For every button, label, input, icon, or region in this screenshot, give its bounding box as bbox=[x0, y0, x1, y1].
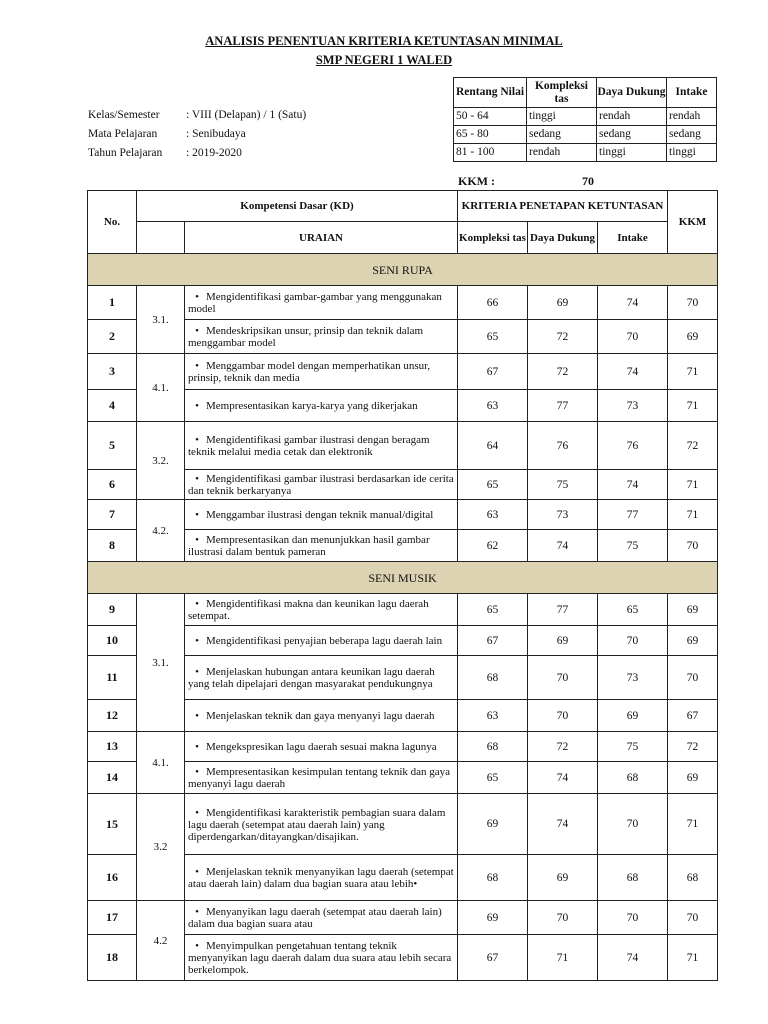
document-title: ANALISIS PENENTUAN KRITERIA KETUNTASAN MINIMAL bbox=[205, 34, 563, 48]
daya-dukung-value: 69 bbox=[528, 626, 598, 656]
table-row bbox=[88, 732, 718, 762]
row-number: 11 bbox=[88, 656, 137, 700]
kompleksitas-value: 68 bbox=[458, 656, 528, 700]
kd-description bbox=[185, 470, 458, 500]
header-daya-dukung: Daya Dukung bbox=[528, 222, 598, 254]
kkm-value: 68 bbox=[668, 855, 718, 901]
range-table bbox=[453, 77, 717, 162]
kkm-value: 69 bbox=[668, 762, 718, 794]
description-text: Menyimpulkan pengetahuan tentang teknik menyanyikan lagu daerah dalam dua suara atau lebih secara berkelompok. bbox=[188, 940, 452, 976]
kd-description bbox=[185, 855, 458, 901]
range-cell: sedang bbox=[527, 126, 597, 144]
daya-dukung-value: 72 bbox=[528, 732, 598, 762]
section-title: SENI MUSIK bbox=[88, 562, 718, 594]
header-uraian: URAIAN bbox=[185, 222, 458, 254]
intake-value: 74 bbox=[598, 286, 668, 320]
kd-description bbox=[185, 901, 458, 935]
intake-value: 76 bbox=[598, 422, 668, 470]
bullet-icon: • bbox=[195, 635, 199, 647]
description-text: Menyanyikan lagu daerah (setempat atau daerah lain) dalam dua bagian suara atau bbox=[188, 906, 442, 930]
row-number: 18 bbox=[88, 935, 137, 981]
row-number: 9 bbox=[88, 594, 137, 626]
row-number: 13 bbox=[88, 732, 137, 762]
table-body bbox=[88, 254, 718, 981]
row-number: 7 bbox=[88, 500, 137, 530]
kkm-value: 71 bbox=[668, 794, 718, 855]
section-band bbox=[88, 562, 718, 594]
kompleksitas-value: 65 bbox=[458, 470, 528, 500]
kd-description bbox=[185, 530, 458, 562]
kkm-value: 71 bbox=[668, 935, 718, 981]
description-text: Mengidentifikasi gambar ilustrasi berdasarkan ide cerita dan teknik berkaryanya bbox=[188, 473, 454, 497]
intake-value: 73 bbox=[598, 656, 668, 700]
daya-dukung-value: 69 bbox=[528, 286, 598, 320]
class-value: : VIII (Delapan) / 1 (Satu) bbox=[186, 109, 307, 121]
bullet-icon: • bbox=[195, 509, 199, 521]
intake-value: 70 bbox=[598, 901, 668, 935]
intake-value: 74 bbox=[598, 470, 668, 500]
bullet-icon: • bbox=[195, 360, 199, 372]
kompleksitas-value: 69 bbox=[458, 901, 528, 935]
row-number: 17 bbox=[88, 901, 137, 935]
table-row bbox=[88, 422, 718, 470]
kompleksitas-value: 67 bbox=[458, 935, 528, 981]
year-label: Tahun Pelajaran bbox=[88, 147, 163, 159]
header-kd: Kompetensi Dasar (KD) bbox=[137, 191, 458, 222]
daya-dukung-value: 77 bbox=[528, 594, 598, 626]
description-text: Mempresentasikan karya-karya yang dikerjakan bbox=[206, 400, 418, 412]
kd-description bbox=[185, 700, 458, 732]
bullet-icon: • bbox=[195, 906, 199, 918]
row-number: 5 bbox=[88, 422, 137, 470]
daya-dukung-value: 73 bbox=[528, 500, 598, 530]
bullet-icon: • bbox=[195, 766, 199, 778]
daya-dukung-value: 77 bbox=[528, 390, 598, 422]
table-row bbox=[88, 286, 718, 320]
range-header-kompleksitas: Kompleksi tas bbox=[527, 78, 597, 108]
row-number: 12 bbox=[88, 700, 137, 732]
kd-code: 3.2 bbox=[137, 794, 185, 901]
kkm-value: 71 bbox=[668, 500, 718, 530]
kkm-analysis-table bbox=[87, 190, 718, 981]
description-text: Mendeskripsikan unsur, prinsip dan teknik dalam menggambar model bbox=[188, 325, 424, 349]
header-kkm: KKM bbox=[668, 191, 718, 254]
kompleksitas-value: 63 bbox=[458, 700, 528, 732]
intake-value: 73 bbox=[598, 390, 668, 422]
kkm-value: 72 bbox=[668, 422, 718, 470]
intake-value: 68 bbox=[598, 762, 668, 794]
class-label: Kelas/Semester bbox=[88, 109, 160, 121]
range-cell: tinggi bbox=[597, 144, 667, 162]
kd-description bbox=[185, 286, 458, 320]
row-number: 2 bbox=[88, 320, 137, 354]
kd-description bbox=[185, 422, 458, 470]
bullet-icon: • bbox=[195, 940, 199, 952]
daya-dukung-value: 72 bbox=[528, 320, 598, 354]
row-number: 1 bbox=[88, 286, 137, 320]
bullet-icon: • bbox=[195, 866, 199, 878]
kkm-value: 70 bbox=[582, 174, 594, 188]
bullet-icon: • bbox=[195, 325, 199, 337]
kompleksitas-value: 68 bbox=[458, 855, 528, 901]
daya-dukung-value: 69 bbox=[528, 855, 598, 901]
kkm-value: 71 bbox=[668, 470, 718, 500]
kompleksitas-value: 65 bbox=[458, 762, 528, 794]
table-row bbox=[88, 901, 718, 935]
kkm-value: 67 bbox=[668, 700, 718, 732]
kompleksitas-value: 67 bbox=[458, 626, 528, 656]
subject-label: Mata Pelajaran bbox=[88, 128, 158, 140]
kd-description bbox=[185, 626, 458, 656]
header-no: No. bbox=[88, 191, 137, 254]
daya-dukung-value: 70 bbox=[528, 901, 598, 935]
description-text: Mengidentifikasi gambar-gambar yang menggunakan model bbox=[188, 291, 442, 315]
kkm-value: 69 bbox=[668, 594, 718, 626]
kompleksitas-value: 68 bbox=[458, 732, 528, 762]
kd-description bbox=[185, 500, 458, 530]
range-cell: sedang bbox=[597, 126, 667, 144]
intake-value: 70 bbox=[598, 320, 668, 354]
kd-description bbox=[185, 594, 458, 626]
kompleksitas-value: 65 bbox=[458, 320, 528, 354]
header-kd-code bbox=[137, 222, 185, 254]
kkm-value: 70 bbox=[668, 656, 718, 700]
kkm-value: 69 bbox=[668, 626, 718, 656]
kd-code: 3.1. bbox=[137, 594, 185, 732]
kd-code: 4.2 bbox=[137, 901, 185, 981]
range-header-daya: Daya Dukung bbox=[597, 78, 667, 108]
intake-value: 70 bbox=[598, 626, 668, 656]
intake-value: 75 bbox=[598, 530, 668, 562]
header-kompleksitas: Kompleksi tas bbox=[458, 222, 528, 254]
header-kriteria: KRITERIA PENETAPAN KETUNTASAN bbox=[458, 191, 668, 222]
row-number: 8 bbox=[88, 530, 137, 562]
description-text: Menggambar model dengan memperhatikan unsur, prinsip, teknik dan media bbox=[188, 360, 431, 384]
intake-value: 70 bbox=[598, 794, 668, 855]
range-cell: rendah bbox=[667, 108, 717, 126]
year-value: : 2019-2020 bbox=[186, 147, 242, 159]
row-number: 10 bbox=[88, 626, 137, 656]
table-row bbox=[88, 354, 718, 390]
kompleksitas-value: 62 bbox=[458, 530, 528, 562]
bullet-icon: • bbox=[195, 806, 199, 819]
kd-code: 3.2. bbox=[137, 422, 185, 500]
kkm-value: 70 bbox=[668, 286, 718, 320]
daya-dukung-value: 70 bbox=[528, 700, 598, 732]
range-cell: 81 - 100 bbox=[454, 144, 527, 162]
bullet-icon: • bbox=[195, 666, 199, 678]
kkm-label: KKM : bbox=[458, 174, 495, 188]
kd-description bbox=[185, 354, 458, 390]
kd-code: 4.1. bbox=[137, 354, 185, 422]
kkm-value: 71 bbox=[668, 354, 718, 390]
kompleksitas-value: 65 bbox=[458, 594, 528, 626]
description-text: Mempresentasikan kesimpulan tentang teknik dan gaya menyanyi lagu daerah bbox=[188, 766, 451, 790]
intake-value: 74 bbox=[598, 354, 668, 390]
bullet-icon: • bbox=[195, 400, 199, 412]
kkm-value: 70 bbox=[668, 530, 718, 562]
daya-dukung-value: 74 bbox=[528, 762, 598, 794]
kd-description bbox=[185, 656, 458, 700]
kompleksitas-value: 66 bbox=[458, 286, 528, 320]
range-cell: sedang bbox=[667, 126, 717, 144]
daya-dukung-value: 76 bbox=[528, 422, 598, 470]
range-header-intake: Intake bbox=[667, 78, 717, 108]
kd-description bbox=[185, 732, 458, 762]
range-cell: 50 - 64 bbox=[454, 108, 527, 126]
daya-dukung-value: 72 bbox=[528, 354, 598, 390]
intake-value: 75 bbox=[598, 732, 668, 762]
range-cell: tinggi bbox=[527, 108, 597, 126]
range-cell: rendah bbox=[527, 144, 597, 162]
bullet-icon: • bbox=[195, 291, 199, 303]
section-band bbox=[88, 254, 718, 286]
kompleksitas-value: 63 bbox=[458, 500, 528, 530]
description-text: Mengidentifikasi karakteristik pembagian suara dalam lagu daerah (setempat atau daerah lain) yang diperdengarkan/ditayangkan/disajikan. bbox=[188, 806, 446, 843]
daya-dukung-value: 75 bbox=[528, 470, 598, 500]
section-title: SENI RUPA bbox=[88, 254, 718, 286]
kompleksitas-value: 69 bbox=[458, 794, 528, 855]
daya-dukung-value: 74 bbox=[528, 794, 598, 855]
subject-value: : Senibudaya bbox=[186, 128, 246, 140]
kkm-value: 70 bbox=[668, 901, 718, 935]
kd-description bbox=[185, 794, 458, 855]
intake-value: 74 bbox=[598, 935, 668, 981]
kkm-value: 69 bbox=[668, 320, 718, 354]
bullet-icon: • bbox=[195, 473, 199, 485]
row-number: 15 bbox=[88, 794, 137, 855]
daya-dukung-value: 71 bbox=[528, 935, 598, 981]
bullet-icon: • bbox=[195, 434, 199, 446]
range-cell: tinggi bbox=[667, 144, 717, 162]
range-header-rentang: Rentang Nilai bbox=[454, 78, 527, 108]
row-number: 16 bbox=[88, 855, 137, 901]
table-row bbox=[88, 500, 718, 530]
table-row bbox=[88, 794, 718, 855]
description-text: Mengidentifikasi penyajian beberapa lagu daerah lain bbox=[206, 635, 443, 647]
kompleksitas-value: 64 bbox=[458, 422, 528, 470]
row-number: 3 bbox=[88, 354, 137, 390]
kd-description bbox=[185, 320, 458, 354]
kkm-summary bbox=[458, 174, 594, 189]
kd-code: 4.1. bbox=[137, 732, 185, 794]
kompleksitas-value: 67 bbox=[458, 354, 528, 390]
kd-code: 4.2. bbox=[137, 500, 185, 562]
bullet-icon: • bbox=[195, 598, 199, 610]
description-text: Mempresentasikan dan menunjukkan hasil gambar ilustrasi dalam bentuk pameran bbox=[188, 534, 430, 558]
table-row bbox=[88, 594, 718, 626]
intake-value: 68 bbox=[598, 855, 668, 901]
daya-dukung-value: 74 bbox=[528, 530, 598, 562]
intake-value: 77 bbox=[598, 500, 668, 530]
kd-description bbox=[185, 935, 458, 981]
kd-description bbox=[185, 762, 458, 794]
row-number: 4 bbox=[88, 390, 137, 422]
intake-value: 69 bbox=[598, 700, 668, 732]
bullet-icon: • bbox=[195, 534, 199, 546]
header-intake: Intake bbox=[598, 222, 668, 254]
kompleksitas-value: 63 bbox=[458, 390, 528, 422]
kd-code: 3.1. bbox=[137, 286, 185, 354]
kkm-value: 71 bbox=[668, 390, 718, 422]
description-text: Mengidentifikasi makna dan keunikan lagu daerah setempat. bbox=[188, 598, 429, 622]
description-text: Menggambar ilustrasi dengan teknik manual/digital bbox=[206, 509, 434, 521]
daya-dukung-value: 70 bbox=[528, 656, 598, 700]
bullet-icon: • bbox=[195, 741, 199, 753]
description-text: Menjelaskan hubungan antara keunikan lagu daerah yang telah dipelajari dengan masyarakat pendukungnya bbox=[188, 666, 435, 690]
description-text: Menjelaskan teknik menyanyikan lagu daerah (setempat atau daerah lain) dalam dua bagian suara atau lebih• bbox=[188, 866, 454, 890]
intake-value: 65 bbox=[598, 594, 668, 626]
row-number: 14 bbox=[88, 762, 137, 794]
description-text: Mengekspresikan lagu daerah sesuai makna lagunya bbox=[206, 741, 437, 753]
row-number: 6 bbox=[88, 470, 137, 500]
school-name: SMP NEGERI 1 WALED bbox=[315, 53, 453, 67]
kd-description bbox=[185, 390, 458, 422]
bullet-icon: • bbox=[195, 710, 199, 722]
description-text: Mengidentifikasi gambar ilustrasi dengan beragam teknik melalui media cetak dan elektronik bbox=[188, 434, 430, 458]
range-cell: rendah bbox=[597, 108, 667, 126]
kkm-value: 72 bbox=[668, 732, 718, 762]
range-cell: 65 - 80 bbox=[454, 126, 527, 144]
description-text: Menjelaskan teknik dan gaya menyanyi lagu daerah bbox=[206, 710, 435, 722]
